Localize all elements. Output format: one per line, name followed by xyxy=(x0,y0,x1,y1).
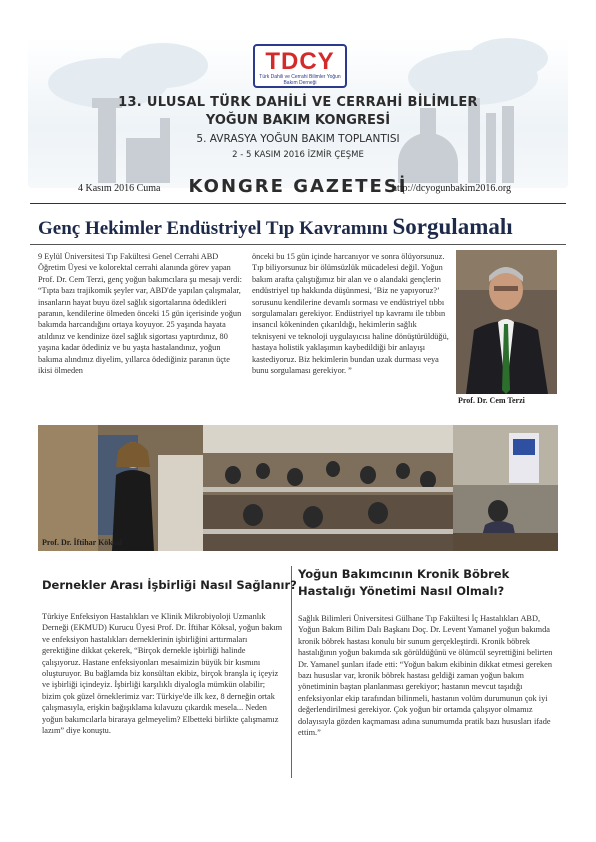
masthead xyxy=(0,0,596,200)
main-headline xyxy=(38,214,513,240)
congress-subtitle: 5. AVRASYA YOĞUN BAKIM TOPLANTISI xyxy=(196,133,400,145)
article2-body xyxy=(42,611,284,736)
audience-photo xyxy=(203,425,453,551)
headline-divider xyxy=(30,244,566,245)
portrait-photo xyxy=(456,250,557,394)
portrait-caption: Prof. Dr. Cem Terzi xyxy=(458,396,525,405)
logo-text: TDCY xyxy=(265,48,335,75)
conference-photo-strip xyxy=(38,425,558,551)
main-headline-text: Genç Hekimler Endüstriyel Tıp Kavramını xyxy=(38,218,388,239)
column-divider xyxy=(291,566,292,778)
logo-subtext: Türk Dahili ve Cerrahi Bilimler Yoğun Bakım Derneği xyxy=(259,74,341,86)
congress-dates: 2 - 5 KASIM 2016 İZMİR ÇEŞME xyxy=(232,150,364,160)
article3-body xyxy=(298,613,560,738)
header-divider xyxy=(30,203,566,204)
article2-headline: Dernekler Arası İşbirliği Nasıl Sağlanır? xyxy=(42,578,297,592)
gazette-title: KONGRE GAZETESİ xyxy=(188,176,408,197)
main-headline-emphasis: Sorgulamalı xyxy=(392,214,513,239)
congress-title-line1: 13. ULUSAL TÜRK DAHİLİ VE CERRAHİ BİLİMLER xyxy=(118,95,478,110)
article3-headline: Yoğun Bakımcının Kronik Böbrek Hastalığı Yönetimi Nasıl Olmalı? xyxy=(298,567,510,598)
tdcy-logo xyxy=(253,44,347,88)
website-link[interactable]: http://dcyogunbakim2016.org xyxy=(392,183,511,194)
article2-text: Türkiye Enfeksiyon Hastalıkları ve Klinik Mikrobiyoloji Uzmanlık Derneği (EKMUD) Kurucu Üyesi Prof. Dr. İftihar Köksal, yoğun bakım ve enfeksiyon hastalıkları derneklerinin işbirliğini arttırmaları gerektiğine dikkat çekerek, “Birçok dernekle işbirliği halinde çalışıyoruz. Hastane enfeksiyonları mesaimizin büyük bir kısmını oluşturuyor. Bu bağlamda biz konsültan ekibiz, birçok branşla iç içeyiz ve işbirliği içindeyiz. İşbirliği karşılıklı diyalogla mümkün olabilir; bizim çok güzel örneklerimiz var: Türkiye'de ilk kez, 8 derneğin ortak çalışmasıyla, erişkin bağışıklama kılavuzu çıkardık mesela... Neden yoğun bakımcılarla biraraya gelmeyelim? Elbetteki birlikte çalışmamız lazım” diye konuştu. xyxy=(42,612,283,736)
article1-column1 xyxy=(38,251,246,376)
session-photo xyxy=(453,425,558,551)
article3-text: Sağlık Bilimleri Üniversitesi Gülhane Tıp Fakültesi İç Hastalıkları ABD, Yoğun Bakım Bilim Dalı Başkanı Doç. Dr. Levent Yamanel yoğun bakımda kronik böbrek hastası konulu bir sunum gerçekleştirdi. Kronik böbrek hastalığının yoğun bakımda sık görüldüğünü ve ölümcül seyrettiğini belirten Dr. Yamanel şunları ifade etti: “Yoğun bakım ekibinin dikkat etmesi gereken bazı hususlar var, kronik böbrek hastası geldiği zaman yoğun bakım yönetiminin baştan planlanması gerekiyor; hastanın mevcut taşıdığı enfeksiyonlar ekip tarafından bilinmeli, hastanın volüm durumunun çok iyi değerlendirilmesi gerekiyor. Çok yoğun bir ortamda çalışıyor olmamız dolayısıyla gözden kaçmaması adına sunumumda pratik bazı hususları ifade ettim.” xyxy=(298,614,553,738)
speaker-photo xyxy=(38,425,203,551)
article1-column2 xyxy=(252,251,452,376)
article1-column2-text: önceki bu 15 gün içinde harcanıyor ve sonra ölüyorsunuz. Tıp biliyorsunuz bir ölümsüzlük mücadelesi değil. Yoğun bakım arafta çalıştığımız bir alan ve o alandaki gençlerin endüstriyel tıp hakkında düşünmesi, ‘Biz ne yapıyoruz?’ sorusunu kendilerine devamlı sorması ve endüstriyel tıbbı sorgulamaları gerekiyor. Endüstriyel tıp kavramı ile tıbbın insancıl kökeninden çıkarıldığı, hekimlerin sağlık teknisyeni ve teknoloji uygulayıcısı haline dönüştürüldüğü, hastaya holistik yaklaşımın kaybedildiği bir anlayışı kastediyoruz. Biz hekimlerin bundan uzak durması veya bunu sorgulaması gerekiyor. ” xyxy=(252,252,449,376)
strip-caption: Prof. Dr. İftihar Köksal xyxy=(42,538,123,547)
congress-title-line2: YOĞUN BAKIM KONGRESİ xyxy=(205,113,391,128)
issue-date: 4 Kasım 2016 Cuma xyxy=(78,183,161,194)
article1-column1-text: 9 Eylül Üniversitesi Tıp Fakültesi Genel Cerrahi ABD Öğretim Üyesi ve kolorektal cerrahi alanında görev yapan Prof. Dr. Cem Terzi, genç yoğun bakımcılara şu mesajı verdi: “Tıpta bazı trajikomik şeyler var, ABD'de yapılan çalışmalar, insanların hayat buyu özel sağlık sigortalarına ödedikleri paranın, kendilerine ölmeden önceki 15 gün içerisinde yoğun bakımda harcandığını ortaya koyuyor. 25 yaşında hayata atıldınız ve kendinize özel sağlık sigortası yaptırdınız, 80 yaşına kadar ödediniz ve bu yaşta hastalandınız, yoğun bakıma alındınız diyelim, yıllarca ödediğiniz paranın üçte ikisi ölmeden xyxy=(38,252,242,376)
